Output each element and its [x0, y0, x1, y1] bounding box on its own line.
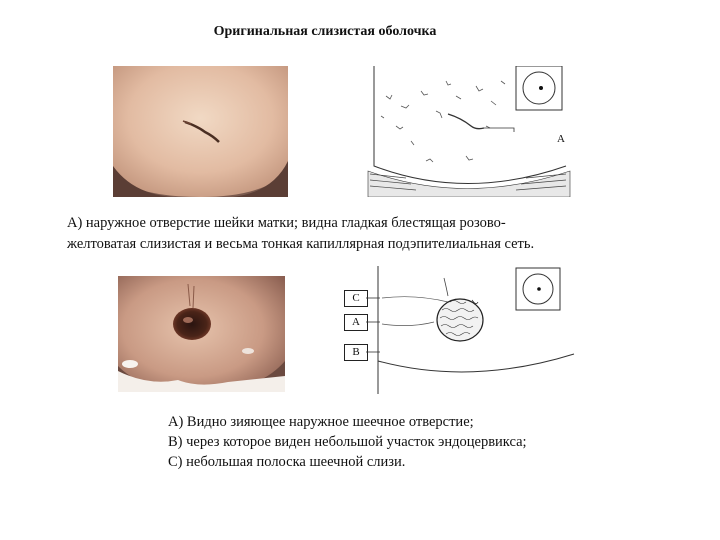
cervix-sketch-1 [366, 66, 571, 197]
figure-2-caption-line: С) небольшая полоска шеечной слизи. [168, 454, 406, 470]
label-a: A [344, 314, 368, 331]
cervix-photo-1 [113, 66, 288, 197]
page-title [0, 24, 720, 40]
sketch-1-label: A [557, 133, 565, 145]
figure-2-caption-line: В) через которое виден небольшой участок эндоцервикса; [168, 434, 527, 450]
cervix-photo-1-image [113, 66, 288, 197]
figure-2-caption [168, 412, 648, 472]
label-b: B [344, 344, 368, 361]
figure-1-caption [67, 213, 667, 255]
page-title-text: Оригинальная слизистая оболочка [213, 24, 437, 39]
cervix-sketch-2 [376, 266, 576, 394]
figure-2-caption-line: А) Видно зияющее наружное шеечное отверстие; [168, 414, 474, 430]
label-c: C [344, 290, 368, 307]
figure-1-caption-line: желтоватая слизистая и весьма тонкая капиллярная подэпителиальная сеть. [67, 236, 535, 252]
figure-1-caption-line: А) наружное отверстие шейки матки; видна гладкая блестящая розово- [67, 215, 506, 231]
cervix-sketch-2-drawing [376, 266, 576, 394]
cervix-photo-2 [118, 276, 285, 392]
cervix-sketch-1-drawing [366, 66, 571, 197]
cervix-photo-2-image [118, 276, 285, 392]
